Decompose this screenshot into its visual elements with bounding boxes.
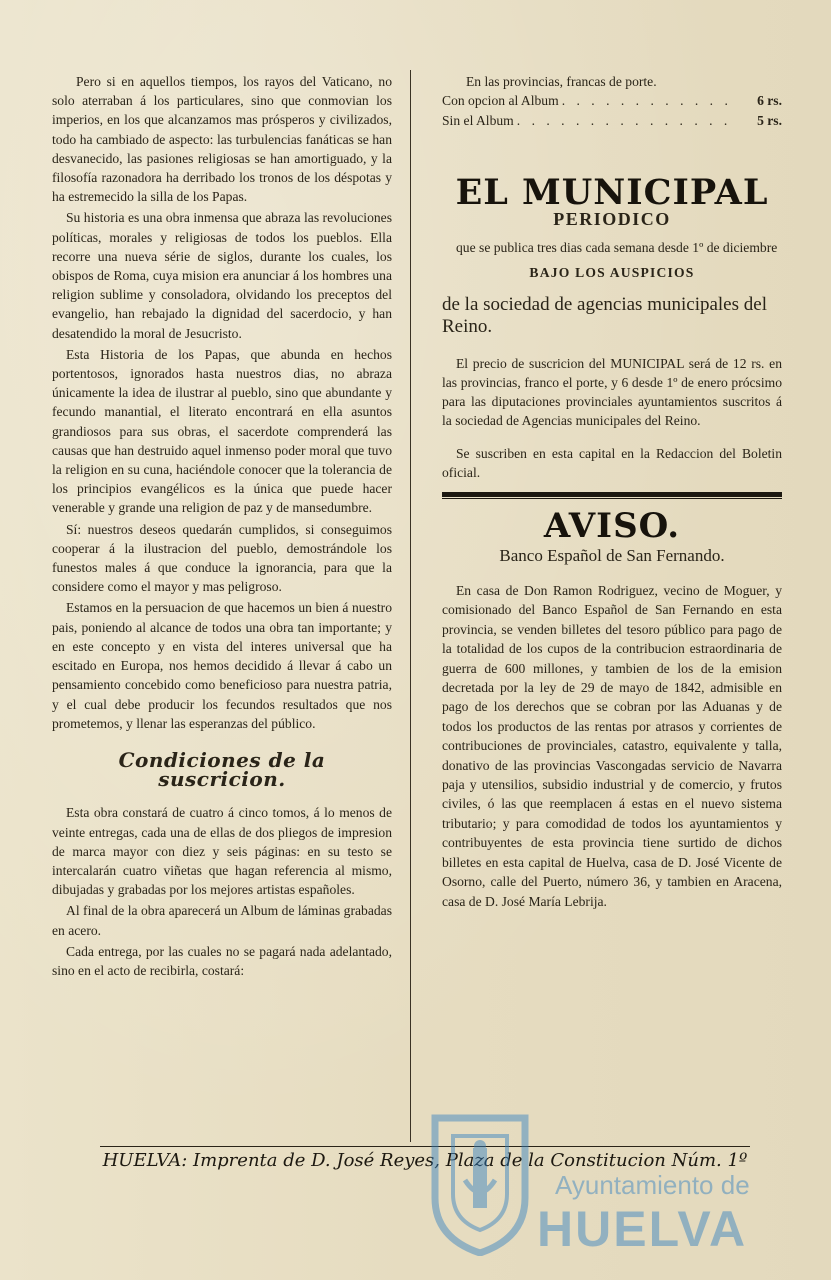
aviso-title: AVISO. [543, 506, 681, 546]
coat-of-arms-icon [425, 1108, 535, 1256]
publication-line: que se publica tres dias cada semana desde 1º de diciembre [456, 240, 778, 255]
aviso-body: En casa de Don Ramon Rodriguez, vecino de Moguer, y comisionado del Banco Español de San Fernando en esta provincia, se venden billetes del tesoro público para pago de la totalidad de los cupos de la contribucion estraordinaria de guerra de 600 millones, y tambien de los de la emision decretada por la ley de 29 de mayo de 1842, admisible en pago de los derechos que se cobran por las Aduanas y de todos los productos de las rentas por atrasos y corrientes de contribuciones de provinciales, catastro, equivalente y talla, donativo de las provincias Vascongadas servicio de Navarra paja y utensilios, subsidio industrial y de comercio, y frutos civiles, ó las que reemplacen á estas en el nuevo sistema tributario; y para comodidad de todos los ayuntamientos y contribuyentes de esta provincia tiene surtido de dichos billetes en esta capital de Huelva, casa de D. José Vicente de Osorno, calle del Puerto, número 36, y tambien en Aracena, casa de D. José María Lebrija. [442, 583, 782, 909]
paragraph-conditions-cost: Cada entrega, por las cuales no se pagará nada adelantado, sino en el acto de recibirla, costará: [52, 943, 392, 978]
price-leader-dots: . . . . . . . . . . . . [561, 93, 732, 108]
archive-watermark [425, 1100, 785, 1260]
paragraph-history: Su historia es una obra inmensa que abraza las revoluciones políticas, morales y religiosas de todos los pueblos. Ella recorre una nueva série de siglos, durante los cuales, los obispos de Roma, cuya mision era anunciar á los hombres una religion sublime y consoladora, olvidando los preceptos del evangelio, han rebajado la dignidad del sacerdocio, y han desatendido la moral de Jesucristo. [52, 210, 392, 341]
section-thin-rule [442, 498, 782, 499]
subscribe-paragraph: Se suscriben en esta capital en la Redaccion del Boletin oficial. [442, 446, 782, 480]
price-leader-dots: . . . . . . . . . . . . . . . [516, 113, 732, 128]
right-column [442, 72, 782, 911]
watermark-line1: Ayuntamiento de [555, 1170, 750, 1200]
price-value: 6 rs. [757, 93, 782, 108]
masthead-title: EL MUNICIPAL [455, 172, 769, 213]
price-label: Sin el Album [442, 113, 514, 128]
paragraph-history-papas: Esta Historia de los Papas, que abunda en hechos portentosos, ignorados hasta nuestros dias, no abraza únicamente la idea de ilustrar al pueblo, sino que abundante y fecundo manantial, el literato encontrará en ella asuntos grandiosos para sus obras, el sacerdote comprenderá las causas que han destruido aquel inmenso poder moral que tuvo la religion en su cuna, haciéndole conocer que la tolerancia de los principios evangélicos es la única que puede hacer venerable y grande una religion de paz y de mansedumbre. [52, 346, 392, 516]
paragraph-conditions-tomes: Esta obra constará de cuatro á cinco tomos, á lo menos de veinte entregas, cada una de ellas de dos pliegos de impresion de marca mayor con diez y seis páginas: en su testo se intercalarán cuatro viñetas que hagan referencia al mismo, dibujadas y grabadas por los mejores artistas españoles. [52, 805, 392, 898]
paragraph-vatican: Pero si en aquellos tiempos, los rayos del Vaticano, no solo aterraban á los particulares, sino que conmovian los imperios, en los que alcanzamos mas prósperos y civilizados, todo ha cambiado de aspecto: las turbulencias fanáticas se han desvanecido, las pasiones religiosas se han amortiguado, y la filosofía razonadora ha derribado los tronos de los déspotas y ha estremecido la silla de los Papas. [52, 74, 392, 205]
printer-imprint: HUELVA: Imprenta de D. José Reyes, Plaza de la Constitucion Núm. 1º [102, 1150, 748, 1171]
section-thick-rule [442, 492, 782, 497]
price-value: 5 rs. [757, 113, 782, 128]
paragraph-persuasion: Estamos en la persuacion de que hacemos un bien á nuestro pais, poniendo al alcance de todos una obra tan importante; y en este concepto y en vista del interes universal que ha escitado en Europa, nos hemos decidido á llevar á cabo un pensamiento concebido como beneficioso para nuestra patria, y el cual debe producir los fecundos resultados que nos prometemos, y llenar las esperanzas del público. [52, 600, 392, 731]
bank-heading: Banco Español de San Fernando. [499, 546, 725, 565]
masthead-subtitle: PERIODICO [553, 209, 671, 229]
price-paragraph: El precio de suscricion del MUNICIPAL será de 12 rs. en las provincias, franco el porte, y 6 desde 1º de enero prócsimo para las diputaciones provinciales ayuntamientos suscritos á la sociedad de Agencias municipales del Reino. [442, 356, 782, 428]
left-column [52, 72, 392, 982]
price-label: Con opcion al Album [442, 93, 559, 108]
watermark-line2: HUELVA [537, 1201, 748, 1257]
paragraph-wishes: Sí: nuestros deseos quedarán cumplidos, si conseguimos cooperar á la ilustracion del pueblo, demostrándole los funestos males á que conduce la ignorancia, para que la considere como el mayor y mas peligroso. [52, 521, 392, 595]
prices-intro: En las provincias, francas de porte. [466, 74, 657, 89]
price-row-without-album [442, 111, 782, 131]
price-row-with-album [442, 91, 782, 111]
conditions-heading: Condiciones de la suscricion. [118, 747, 326, 792]
society-line: de la sociedad de agencias municipales del Reino. [442, 294, 767, 337]
paragraph-conditions-album: Al final de la obra aparecerá un Album de láminas grabadas en acero. [52, 903, 392, 938]
column-divider [410, 70, 411, 1142]
auspices-line: BAJO LOS AUSPICIOS [529, 265, 695, 280]
